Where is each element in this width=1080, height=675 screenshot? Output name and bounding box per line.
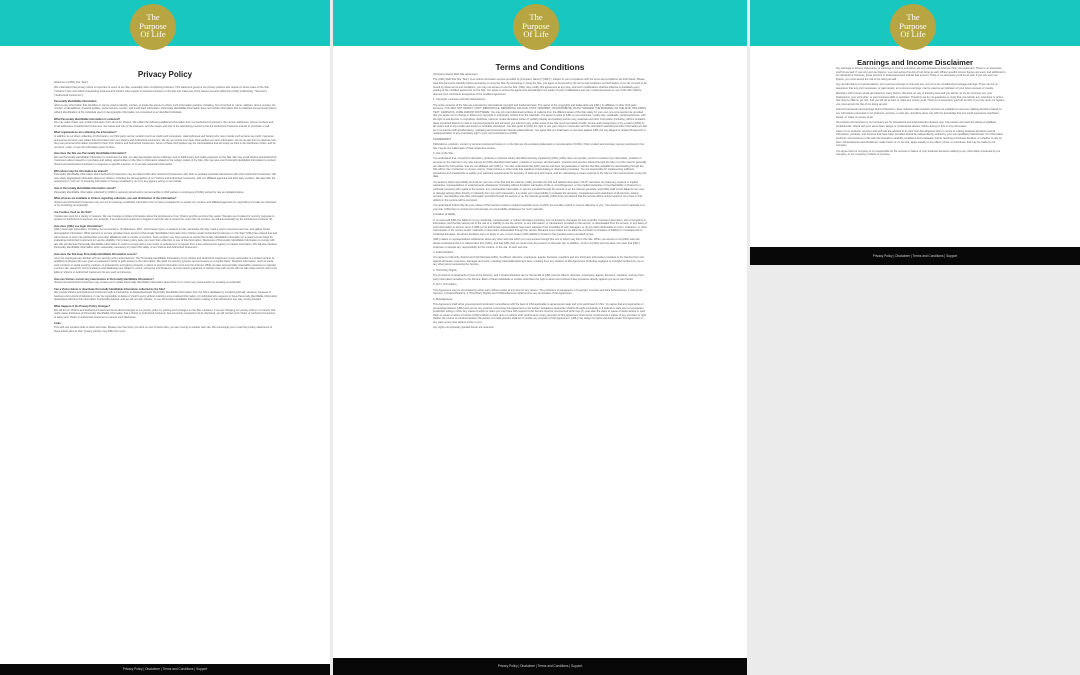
section-paragraph: We provide Visitors and Authorized Customers with a mechanism to delete/deactivate Personally Identifiable Information from the Site's database by contacting [Email]. However, because of backups and records of deletions, it may be impossible to delete a Visitor's entry without retaining some residual information. An individual who requests to have Personally Identifiable Information deactivated will have this information functionally deleted, and we will not sell, transfer, or use Personally Identifiable Information relating to that individual in any way moving forward.	[54, 291, 278, 302]
disclaimer-page	[750, 0, 1080, 265]
section-paragraph: Visitors and Authorized Customers may contact us to update Personally Identifiable Information about them or to correct any inaccuracies by emailing us at [Email].	[54, 281, 242, 285]
section-paragraph: Cookies are used for a variety of reasons. We use Cookies to obtain information about the preferences of our Visitors and the services they select. We also use Cookies for security purposes to protect our Authorized Customers. For example, if an Authorized Customer is logged on and the site is unused for more than 10 minutes, we will automatically log the Authorized Customer off.	[54, 214, 275, 222]
terms-paragraph: This Agreement shall all be governed and construed in accordance with the laws of USA applicable to agreements made and to be performed in USA. You agree that any legal action or proceeding between [URL] and you for any purpose concerning this Agreement or the parties' obligations hereunder shall be brought exclusively in a federal or state court of competent jurisdiction sitting in USA. Any cause of action or claim you may have with respect to the Service must be commenced within one (1) year after the claim or cause of action arises or such claim or cause of action is barred. [URL]'s failure to insist upon or enforce strict performance of any provision of this Agreement shall not be construed as a waiver of any provision or right. Neither the course of conduct between the parties nor trade practice shall act to modify any provision of this Agreement. [URL] may assign its rights and duties under this Agreement to any party at any time without notice to you.	[433, 303, 647, 324]
logo-line-2: Purpose	[139, 20, 167, 31]
footer-link-terms[interactable]: Terms and Conditions	[537, 664, 569, 668]
terms-paragraph: 2. Use of the Site.	[433, 152, 454, 156]
section-heading: How does [URL] use login information?	[54, 224, 103, 228]
section-heading: Links:	[54, 322, 62, 326]
section-heading: How does the Site use Personally Identifiable Information?	[54, 152, 127, 156]
terms-paragraph: The entire contents of the Site are protected by international copyright and trademark laws. The owner of the copyrights and trademarks are [URL], its affiliates or other third party licensors. YOU MAY NOT MODIFY, COPY, REPRODUCE, REPUBLISH, UPLOAD, POST, TRANSMIT, OR DISTRIBUTE, IN ANY MANNER, THE MATERIAL ON THE SITE, INCLUDING TEXT, GRAPHICS, CODE AND/OR SOFTWARE. You may print and download portions of material from the different areas of the Site solely for your own non-commercial use provided that you agree not to change or delete any copyright or proprietary notices from the materials. You agree to grant to [URL] a non-exclusive, royalty-free, worldwide, perpetual license, with the right to sub-license, to reproduce, distribute, transmit, create derivative works of, publicly display and publicly perform any materials and other information (including, without limitation, ideas contained therein for new or improved products and services) you submit to any public areas of the Site (such as bulletin boards, forums and newsgroups) or by e-mail to [URL] by all means and in any media now known or hereafter developed. You also grant to [URL] the right to use your name in connection with the submitted materials and other information as well as in connection with all advertising, marketing and promotional material related thereto. You agree that you shall have no recourse against [URL] for any alleged or actual infringement or misappropriation of any proprietary right in your communications to [URL].	[433, 103, 647, 136]
disclaimer-paragraph: Monetary and income results are based on many factors. We have no way of knowing how well you will do, as we do not know you, your background, your work ethic, or your business skills or practices. Therefore we do not guarantee or imply that you will win any incentives or prizes that may be offered, get rich, that you will do as well, or make any money at all. There is no assurance you'll do as well. If you rely upon our figures, you must accept the risk of not doing as well.	[836, 92, 1005, 106]
terms-paragraph: Any rights not expressly granted herein are reserved.	[433, 326, 494, 330]
footer-link-terms[interactable]: Terms and Conditions	[162, 667, 194, 671]
disclaimer-paragraph: You agree that our company is not responsible for the success or failure of your business decisions relating to any information presented by our company, or our company products or services.	[836, 149, 1001, 157]
section-heading: Can a Visitor delete or deactivate Personally Identifiable Information collected by the Site?	[54, 287, 166, 291]
footer-link-privacy[interactable]: Privacy Policy	[497, 664, 518, 668]
terms-subtitle: [Company Name] Web Site Agreement	[433, 73, 478, 76]
site-logo[interactable]	[890, 4, 936, 50]
section-heading: What Personally Identifiable Information is collected?	[54, 117, 121, 121]
terms-paragraph: 3. Indemnification.	[433, 250, 455, 254]
footer-link-disclaimer[interactable]: Disclaimer	[145, 667, 161, 671]
page-title: Earnings and Income Disclaimer	[857, 58, 973, 67]
footer-link-terms[interactable]: Terms and Conditions	[912, 254, 944, 258]
footer-link-disclaimer[interactable]: Disclaimer	[895, 254, 911, 258]
section-paragraph: Visitors and Authorized Customers may opt out of receiving unsolicited information from or being contacted by us and/or our vendors and affiliated agencies by responding to emails as instructed, or by contacting us at [Email].	[54, 200, 277, 208]
intro-paragraph: Welcome to [URL] (the "Site").	[54, 81, 89, 84]
section-heading: Are Cookies Used on the Site?	[54, 211, 92, 215]
footer-link-support[interactable]: Support	[571, 664, 583, 668]
footer-link-privacy[interactable]: Privacy Policy	[122, 667, 143, 671]
terms-paragraph: You assume total responsibility and risk for your use of the Site and the Internet. [URL] provides the Site and related information "AS IS" and does not make any express or implied warranties, representations or endorsements whatsoever (including without limitation warranties of title or noninfringement, or the implied warranties of merchantability or fitness for a particular purpose) with regard to the service, any merchandise information or service provided through the service or on the Internet generally, and [URL] shall not be liable for any cost or damage arising either directly or indirectly from any such transaction. It is solely your responsibility to evaluate the accuracy, completeness and usefulness of all opinions, advice, services, merchandise and other information provided through the service or on the Internet generally. [URL] does not warrant that the service will be uninterrupted or error-free or that defects in the service will be corrected.	[433, 180, 645, 202]
section-paragraph: Personally Identifiable Information collected by [URL] is securely stored and is not accessible to third parties or employees of [URL] except for use as indicated above.	[54, 190, 245, 194]
terms-paragraph: 6. Miscellaneous.	[433, 297, 454, 301]
disclaimer-paragraph: Internet businesses and earnings derived therefrom, have unknown risks involved, and are not suitable for everyone. Making decisions based on any information presented in our products, services, or web site, should be done only with the knowledge that you could experience significant losses, or make no money at all.	[836, 108, 1002, 119]
site-logo[interactable]	[513, 4, 559, 50]
logo-line-3: Of Life	[140, 29, 166, 39]
section-heading: How can Visitors correct any inaccuracies in Personally Identifiable Information?	[54, 277, 154, 281]
logo-line-3: Of Life	[900, 29, 926, 39]
disclaimer-body	[836, 67, 1006, 235]
disclaimer-paragraph: Any and all claims or representations, as to income earnings on this web site, are not to be considered as average earnings. There can be no assurance that any prior successes, or past results, as to income earnings, can be used as an indication of your future success or results.	[836, 83, 998, 90]
terms-paragraph: TRADEMARKS	[433, 137, 452, 141]
privacy-policy-page	[0, 0, 330, 675]
disclaimer-paragraph: Users of our products, services and web site are advised to do their own due diligence when it comes to making business decisions and all information, products, and services that have been provided should be independently verified by your own qualified professionals. Our information, products, and services on this web site should be carefully considered and evaluated, before reaching a business decision, on whether to rely on them. All disclosures and disclaimers made herein or on our site, apply equally to any offers, prizes, or incentives, that may be made by our company.	[836, 129, 1004, 148]
terms-paragraph: The [URL] Web Site (the "Site") is an online information service provided by [Company Name] ("[URL]"), subject to your compliance with the terms and conditions set forth below. Please read this document carefully before accessing or using the Site. By accessing or using the Site, you agree to be bound by the terms and conditions set forth below. If you do not wish to be bound by these terms and conditions, you may not access or use the Site. [URL] may modify this agreement at any time, and such modifications shall be effective immediately upon posting of the modified agreement on the Site. You agree to review the agreement periodically to be aware of such modifications and your continued access or use of the Site shall be deemed your conclusive acceptance of the modified agreement.	[433, 78, 647, 96]
terms-paragraph: 4. Third Party Rights.	[433, 268, 458, 272]
terms-paragraph: In no event will [URL] be liable for (i) any incidental, consequential, or indirect damages (including, but not limited to, damages for loss of profits, business interruption, loss of programs or information, and the like) arising out of the use of or inability to use the service, or any information, or transactions provided on the service, or downloaded from the service, or any delay of such information or service. Even if [URL] or its authorized representatives have been advised of the possibility of such damages, or (ii) any claim attributable to errors, omissions, or other inaccuracies in the service and/or materials or information downloaded through the service. Because some states do not allow the exclusion or limitation of liability for consequential or incidental damages, the above limitation may not apply to you. In such states, [URL] liability is limited to the greatest extent permitted by law.	[433, 218, 647, 236]
privacy-body	[54, 81, 278, 661]
section-paragraph: All of our employees are familiar with our security policy and practices. The Personally Identifiable Information of our Visitors and Authorized Customers is only accessible to a limited number of qualified employees who are given a password in order to gain access to the information. We audit our security systems and processes on a regular basis. Sensitive information, such as credit card numbers or social security numbers, is protected by encryption protocols, in place to protect information sent over the Internet. While we take commercially reasonable measures to maintain a secure site, electronic communications and databases are subject to errors, tampering and break-ins, and we cannot guarantee or warrant that such events will not take place and we will not be liable to Visitors or Authorized Customers for any such occurrences.	[54, 256, 277, 274]
section-paragraph: We may collect basic user profile information from all of our Visitors. We collect the following additional information from our Authorized Customers: the names, addresses, phone numbers and email addresses of Authorized Customers, the nature and size of the business, and the nature and size of the advertising inventory that the Authorized Customer intends to purchase or sell.	[54, 121, 274, 128]
terms-paragraph: 5. Term; Termination.	[433, 283, 458, 287]
site-logo[interactable]	[130, 4, 176, 50]
terms-paragraph: Limitation of liability	[433, 213, 456, 217]
footer-link-support[interactable]: Support	[196, 667, 208, 671]
section-heading: What organizations are collecting the information?	[54, 131, 117, 135]
section-paragraph: We use Personally Identifiable Information to customize the Site, to make appropriate service offerings, and to fulfill buying and selling requests on the Site. We may email Visitors and Authorized Customers about research or purchase and selling opportunities on the Site or information related to the subject matter of the Site. We may also use Personally Identifiable Information to contact Visitors and Authorized Customers in response to specific inquiries, or to provide requested information.	[54, 155, 277, 167]
terms-body	[433, 73, 647, 655]
section-paragraph: refers to any information that identifies or can be used to identify, contact, or locate the person to whom such information pertains, including, but not limited to, name, address, phone number, fax number, email address, financial profiles, social security number, and credit card information. Personally Identifiable Information does not include information that is collected anonymously (that is, without identification of the individual user) or demographic information not connected to an identified individual.	[54, 103, 278, 114]
terms-paragraph: You agree to indemnify, defend and hold harmless [URL], its officers, directors, employees, agents, licensors, suppliers and any third party information providers to the Service from and against all losses, expenses, damages and costs, including reasonable attorneys' fees, resulting from any violation of this Agreement (including negligent or wrongful conduct) by you or any other person accessing the Service.	[433, 256, 644, 267]
section-paragraph: We will let our Visitors and Authorized Customers know about changes to our privacy policy by posting such changes on the Site. However, if we are changing our privacy policy in a manner that might cause disclosure of Personally Identifiable Information that a Visitor or Authorized Customer has previously requested not be disclosed, we will contact such Visitor or Authorized Customer to allow such Visitor or Authorized Customer to prevent such disclosure.	[54, 308, 276, 319]
terms-paragraph: This Agreement may be terminated by either party without notice at any time for any reason. The provisions of paragraphs 1 (Copyright, Licenses and Idea Submissions), 2 (Use of the Service), 3 (Indemnification), 4 (Third Party Rights) and 6 (Miscellaneous) shall survive any termination of this Agreement.	[433, 288, 643, 296]
footer-link-privacy[interactable]: Privacy Policy	[872, 254, 893, 258]
terms-paragraph: You understand that, except for information, products or services clearly identified as being supplied by [URL], [URL] does not operate, control or endorse any information, products or services on the Internet in any way. Except for [URL]-identified information, products or services, all information, products and services offered through the Site or on the Internet generally are offered by third parties, that are not affiliated with [URL] a. You also understand that [URL] cannot and does not guarantee or warrant that files available for downloading through the Site will be free of infection or viruses, worms, Trojan horses or other code that manifest contaminating or destructive properties. You are responsible for implementing sufficient procedures and checkpoints to satisfy your particular requirements for accuracy of data input and output, and for maintaining a means external to the Site for the reconstruction of any lost data.	[433, 157, 647, 179]
terms-paragraph: The provisions of paragraphs 2 (Use of the Service), and 3 (Indemnification) are for the benefit of [URL] and its officers, directors, employees, agents, licensors, suppliers, and any third party information providers to the Service. Each of these individuals or entities shall have the right to assert and enforce those provisions directly against you on its own behalf.	[433, 274, 644, 281]
section-paragraph: In addition to our direct collection of information, our third party service vendors (such as credit card companies, clearinghouses and banks) who may provide such services as credit, insurance, and escrow services may collect this information from our Visitors and Authorized Customers. We do not control how these third parties use such information, but we do ask them to disclose how they use personal information provided to them from Visitors and Authorized Customers. Some of these third parties may be intermediaries that act solely as links in the distribution chain, and do not store, retain, or use the information given to them.	[54, 134, 276, 149]
page-title: Privacy Policy	[137, 70, 193, 79]
section-heading: Personally Identifiable Information	[54, 100, 97, 104]
logo-line-1: The	[906, 12, 920, 22]
page-title: Terms and Conditions	[495, 62, 585, 72]
terms-paragraph: [URL] makes no representations whatsoever about any other web site which you may access through this one or which may link to this Site. When you access a non-[URL] web site, please understand that it is independent from [URL], and that [URL] has no control over the content on that web site. In addition, a link to a [URL] web site does not mean that [URL] endorses or accepts any responsibility for the content, or the use, of such web site.	[433, 238, 641, 249]
logo-line-2: Purpose	[522, 20, 550, 31]
disclaimer-paragraph: Any earnings or income statements, or earnings or income examples, are only estimates of what we think you could earn. There is no assurance you'll do as well. If you rely upon our figures, you must accept the risk of not doing as well. Where specific income figures are used, and attributed to an individual or business, those persons or businesses have earned that amount. There is no assurance you'll do as well. If you rely upon our figures, you must accept the risk of not doing as well.	[836, 67, 1006, 81]
logo-line-3: Of Life	[523, 29, 549, 39]
section-heading: How does the Site keep Personally Identifiable Information secure?	[54, 252, 137, 256]
section-heading: How is Personally Identifiable Information stored?	[54, 187, 116, 191]
footer-nav: Privacy Policy | Disclaimer | Terms and Conditions | Support	[750, 247, 1080, 265]
footer-nav: Privacy Policy | Disclaimer | Terms and Conditions | Support	[0, 664, 330, 675]
footer-link-support[interactable]: Support	[946, 254, 958, 258]
section-paragraph: This web site contains links to other web sites. Please note that when you click on one of these links, you are moving to another web site. We encourage you to read the privacy statements of these linked sites as their privacy policies may differ from ours.	[54, 326, 273, 333]
section-paragraph: [URL] uses login information, including, but not limited to, IP addresses, ISPs, and browser types, to analyze trends, administer the Site, track a user's movement and use, and gather broad demographic information. What partners or service providers have access to Personally Identifiable Information from Visitors and/or Authorized Customers on the Site? [URL] has entered into and will continue to enter into partnerships and other affiliations with a number of vendors. Such vendors may have access to certain Personally Identifiable Information on a need to know basis for evaluating Authorized Customers for service eligibility. Our privacy policy does not cover their collection or use of this information. Disclosure of Personally Identifiable Information to comply with law. We will disclose Personally Identifiable Information in order to comply with a court order or subpoena or a request from a law enforcement agency to release information. We will also disclose Personally Identifiable Information when reasonably necessary to protect the safety of our Visitors and Authorized Customers.	[54, 228, 278, 250]
footer-link-disclaimer[interactable]: Disclaimer	[520, 664, 536, 668]
section-heading: What happens if the Privacy Policy Changes?	[54, 305, 111, 309]
section-heading: What choices are available to Visitors regarding collection, use and distribution of the information?	[54, 197, 177, 201]
disclaimer-paragraph: All products and services by our company are for educational and informational purposes only. Use caution and seek the advice of qualified professionals. Check with your accountant, lawyer or professional advisor, before acting on this or any information.	[836, 120, 996, 128]
intro-paragraph: We understand that privacy online is important to users of our Site, especially when conducting business. This statement governs our privacy policies with respect to those users of the Site ("Visitors") who visit without transacting business and Visitors who register to transact business on the Site and make use of the various services offered by [URL] (collectively, "Services") ("Authorized Customers").	[54, 86, 269, 97]
logo-line-2: Purpose	[899, 20, 927, 31]
terms-paragraph: You understand further that the pure nature of the Internet contains unedited materials some of which are sexually explicit or may be offensive to you. Your access to such materials is at your risk. [URL] has no control over and accepts no responsibility whatsoever for such materials.	[433, 204, 645, 211]
terms-paragraph: 1. Copyright, Licenses and Idea Submissions.	[433, 98, 486, 102]
section-paragraph: Personally Identifiable Information about Authorized Customers may be shared with other Authorized Customers who wish to evaluate potential transactions with other Authorized Customers. We may share aggregated information about our Visitors, including the demographics of our Visitors and Authorized Customers, with our affiliated agencies and third party vendors. We also offer the opportunity to "opt out" of receiving information or being contacted by us or by any agency acting on our behalf.	[54, 173, 277, 184]
terms-page	[333, 0, 747, 675]
logo-line-1: The	[146, 12, 160, 22]
logo-line-1: The	[529, 12, 543, 22]
terms-paragraph: Publications, products, content or services referenced herein or on the Site are the exclusive trademarks or servicemarks of [URL]. Other product and company names mentioned in the Site may be the trademarks of their respective owners.	[433, 143, 644, 150]
footer-nav: Privacy Policy | Disclaimer | Terms and Conditions | Support	[333, 658, 747, 675]
section-heading: With whom may the information be shared?	[54, 169, 108, 173]
